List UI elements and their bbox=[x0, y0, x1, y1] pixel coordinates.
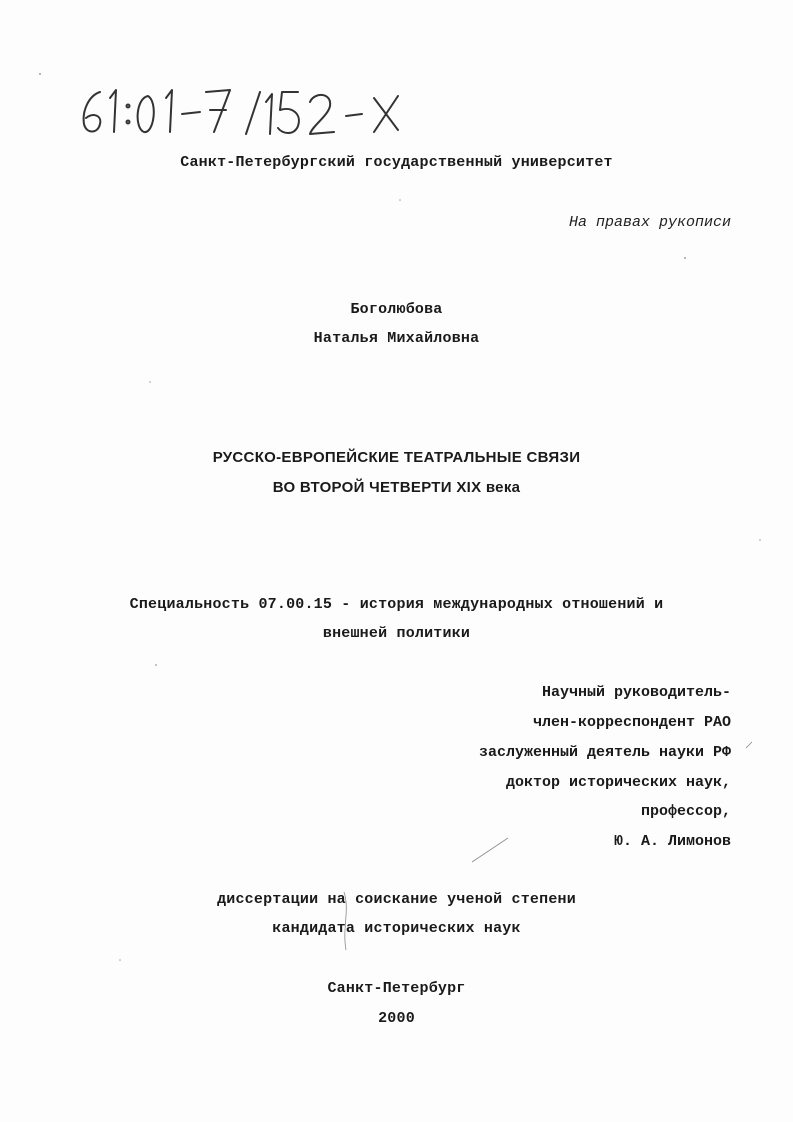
supervisor-line3: заслуженный деятель науки РФ bbox=[478, 744, 731, 761]
specialty-line2: внешней политики bbox=[322, 625, 471, 642]
degree-line1: диссертации на соискание ученой степени bbox=[217, 891, 576, 908]
dissertation-title-line2: ВО ВТОРОЙ ЧЕТВЕРТИ XIX века bbox=[272, 479, 521, 496]
supervisor-line1: Научный руководитель- bbox=[541, 684, 731, 701]
supervisor-line4: доктор исторических наук, bbox=[505, 774, 731, 791]
city: Санкт-Петербург bbox=[327, 980, 466, 997]
author-name: Наталья Михайловна bbox=[313, 330, 480, 347]
manuscript-note: На правах рукописи bbox=[568, 214, 731, 231]
specialty-line1: Специальность 07.00.15 - история международных отношений и bbox=[129, 596, 664, 613]
supervisor-line6: Ю. А. Лимонов bbox=[613, 833, 731, 850]
supervisor-line2: член-корреспондент РАО bbox=[532, 714, 731, 731]
dissertation-title-line1: РУССКО-ЕВРОПЕЙСКИЕ ТЕАТРАЛЬНЫЕ СВЯЗИ bbox=[212, 449, 581, 466]
university-name: Санкт-Петербургский государственный университет bbox=[180, 154, 613, 171]
supervisor-line5: профессор, bbox=[640, 803, 731, 820]
degree-line2: кандидата исторических наук bbox=[272, 920, 521, 937]
year: 2000 bbox=[378, 1010, 415, 1027]
author-surname: Боголюбова bbox=[350, 301, 443, 318]
